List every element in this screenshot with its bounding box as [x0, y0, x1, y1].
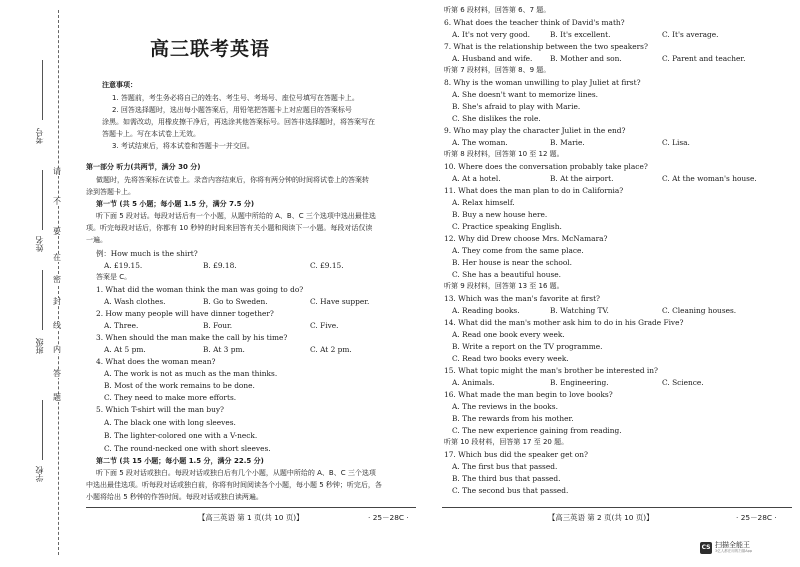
option: A. Animals.	[452, 378, 495, 387]
option: C. At 2 pm.	[310, 345, 352, 354]
option: C. Five.	[310, 321, 339, 330]
question-6: 6. What does the teacher think of David's math?	[444, 18, 625, 27]
seal-char: 在	[50, 254, 64, 262]
field-school-line	[42, 400, 43, 460]
seal-char: 答	[50, 370, 64, 378]
option: C. Lisa.	[662, 138, 690, 147]
question-8: 8. Why is the woman unwilling to play Juliet at first?	[444, 78, 641, 87]
material-heading: 听第 8 段材料，回答第 10 至 12 题。	[444, 150, 564, 158]
notice-line: 2. 回答选择题时，选出每小题答案后，用铅笔把答题卡上对应题目的答案标号	[112, 106, 352, 114]
example-answer: 答案是 C。	[96, 273, 132, 281]
option: B. Four.	[203, 321, 233, 330]
question-16: 16. What made the man begin to love books?	[444, 390, 613, 399]
question-17: 17. Which bus did the speaker get on?	[444, 450, 588, 459]
binding-margin	[0, 0, 78, 567]
footer-rule	[86, 507, 416, 508]
question-13: 13. Which was the man's favorite at first?	[444, 294, 601, 303]
field-exam-number-line	[42, 60, 43, 120]
option: A. The first bus that passed.	[452, 462, 558, 471]
option: B. Most of the work remains to be done.	[104, 381, 255, 390]
option: B. Buy a new house here.	[452, 210, 548, 219]
seal-char: 不	[50, 198, 64, 206]
material-heading: 听第 7 段材料，回答第 8、9 题。	[444, 66, 551, 74]
section1-intro: 一遍。	[86, 236, 107, 244]
question-14: 14. What did the man's mother ask him to do in his Grade Five?	[444, 318, 684, 327]
notice-line: 涂黑。如需改动，用橡皮擦干净后，再选涂其他答案标号。回答非选择题时，将答案写在	[102, 118, 375, 126]
seal-char: 请	[50, 168, 64, 176]
material-heading: 听第 10 段材料，回答第 17 至 20 题。	[444, 438, 569, 446]
option: A. The woman.	[452, 138, 508, 147]
scanner-logo-icon: CS	[700, 542, 712, 554]
question-1: 1. What did the woman think the man was going to do?	[96, 285, 304, 294]
option: B. Engineering.	[550, 378, 609, 387]
field-school-label: 学校	[35, 466, 44, 482]
question-4: 4. What does the woman mean?	[96, 357, 216, 366]
option: C. Cleaning houses.	[662, 306, 737, 315]
option: A. Three.	[104, 321, 139, 330]
option: C. Science.	[662, 378, 704, 387]
example-option: A. £19.15.	[104, 261, 143, 270]
option: C. It's average.	[662, 30, 719, 39]
scanner-name: 扫描全能王	[715, 541, 750, 549]
part1-heading: 第一部分 听力(共两节，满分 30 分)	[86, 163, 201, 171]
question-10: 10. Where does the conversation probably take place?	[444, 162, 648, 171]
option: B. She's afraid to play with Marie.	[452, 102, 581, 111]
section2-intro: 中选出最佳选项。听每段对话或独白前，你将有时间阅读各个小题，每小题 5 秒钟；听完后，各	[86, 481, 382, 489]
question-9: 9. Who may play the character Juliet in the end?	[444, 126, 626, 135]
option: A. Reading books.	[452, 306, 520, 315]
option: C. The new experience gaining from reading.	[452, 426, 622, 435]
scanner-watermark	[700, 541, 752, 554]
material-heading: 听第 9 段材料，回答第 13 至 16 题。	[444, 282, 564, 290]
seal-char: 封	[50, 298, 64, 306]
option: B. Her house is near the school.	[452, 258, 573, 267]
notice-line: 1. 答题前，考生务必将自己的姓名、考生号、考场号、座位号填写在答题卡上。	[112, 94, 359, 102]
option: B. Write a report on the TV programme.	[452, 342, 603, 351]
section1-heading: 第一节 (共 5 小题；每小题 1.5 分，满分 7.5 分)	[96, 200, 255, 208]
option: A. At a hotel.	[452, 174, 501, 183]
field-class-label: 班级	[35, 338, 44, 354]
option: A. The black one with long sleeves.	[104, 418, 236, 427]
option: C. She has a beautiful house.	[452, 270, 561, 279]
option: A. Read one book every week.	[452, 330, 565, 339]
option: A. Husband and wife.	[452, 54, 533, 63]
example-option: C. £9.15.	[310, 261, 344, 270]
option: C. The round-necked one with short sleeves.	[104, 444, 271, 453]
question-11: 11. What does the man plan to do in California?	[444, 186, 624, 195]
section1-intro: 项。听完每段对话后，你都有 10 秒钟的时间来回答有关小题和阅读下一小题。每段对话仅读	[86, 224, 373, 232]
seal-char: 题	[50, 394, 64, 402]
section2-heading: 第二节 (共 15 小题；每小题 1.5 分，满分 22.5 分)	[96, 457, 264, 465]
option: A. She doesn't want to memorize lines.	[452, 90, 598, 99]
option: A. Wash clothes.	[104, 297, 166, 306]
field-class-line	[42, 270, 43, 330]
footer-code: · 25－28C ·	[368, 513, 409, 522]
section2-intro: 小题将给出 5 秒钟的作答时间。每段对话或独白读两遍。	[86, 493, 263, 501]
example-option: B. £9.18.	[203, 261, 237, 270]
question-3: 3. When should the man make the call by his time?	[96, 333, 288, 342]
option: A. They come from the same place.	[452, 246, 584, 255]
section2-intro: 听下面 5 段对话或独白。每段对话或独白后有几个小题，从题中所给的 A、B、C 三个选项	[96, 469, 376, 477]
part1-intro: 涂到答题卡上。	[86, 188, 135, 196]
seal-char: 要	[50, 228, 64, 236]
option: C. She dislikes the role.	[452, 114, 541, 123]
field-exam-number-label: 考号	[35, 128, 44, 144]
option: C. They need to make more efforts.	[104, 393, 237, 402]
question-5: 5. Which T-shirt will the man buy?	[96, 405, 224, 414]
option: B. Mother and son.	[550, 54, 622, 63]
question-2: 2. How many people will have dinner together?	[96, 309, 274, 318]
option: A. The work is not as much as the man thinks.	[104, 369, 278, 378]
question-15: 15. What topic might the man's brother be interested in?	[444, 366, 659, 375]
scanner-tagline: 3亿人都在用的扫描App	[715, 549, 753, 553]
field-name-line	[42, 170, 43, 230]
option: B. The lighter-colored one with a V-neck.	[104, 431, 258, 440]
option: C. Have supper.	[310, 297, 370, 306]
part1-intro: 做题时，先将答案标在试卷上。录音内容结束后，你将有两分钟的时间将试卷上的答案转	[96, 176, 369, 184]
option: A. The reviews in the books.	[452, 402, 558, 411]
page-title: 高三联考英语	[150, 38, 271, 60]
footer-code: · 25－28C ·	[736, 513, 777, 522]
seal-char: 线	[50, 322, 64, 330]
notice-heading: 注意事项：	[102, 81, 137, 89]
option: C. Parent and teacher.	[662, 54, 746, 63]
option: A. At 5 pm.	[104, 345, 146, 354]
seal-char: 密	[50, 276, 64, 284]
option: B. Watching TV.	[550, 306, 609, 315]
option: A. Relax himself.	[452, 198, 515, 207]
material-heading: 听第 6 段材料，回答第 6、7 题。	[444, 6, 551, 14]
notice-line: 3. 考试结束后，将本试卷和答题卡一并交回。	[112, 142, 254, 150]
footer-page-title: 【高三英语 第 2 页(共 10 页)】	[548, 513, 654, 522]
question-12: 12. Why did Drew choose Mrs. McNamara?	[444, 234, 608, 243]
option: A. It's not very good.	[452, 30, 530, 39]
seal-char: 内	[50, 346, 64, 354]
option: B. At the airport.	[550, 174, 614, 183]
footer-rule	[442, 507, 792, 508]
option: B. At 3 pm.	[203, 345, 245, 354]
question-7: 7. What is the relationship between the two speakers?	[444, 42, 648, 51]
example-question: 例：How much is the shirt?	[96, 249, 198, 258]
option: B. Go to Sweden.	[203, 297, 268, 306]
option: C. The second bus that passed.	[452, 486, 569, 495]
option: B. The rewards from his mother.	[452, 414, 574, 423]
option: C. Read two books every week.	[452, 354, 569, 363]
notice-line: 答题卡上。写在本试卷上无效。	[102, 130, 200, 138]
footer-page-title: 【高三英语 第 1 页(共 10 页)】	[198, 513, 304, 522]
option: C. At the woman's house.	[662, 174, 757, 183]
option: B. It's excellent.	[550, 30, 611, 39]
option: C. Practice speaking English.	[452, 222, 562, 231]
field-name-label: 姓名	[35, 236, 44, 252]
right-page	[438, 0, 800, 567]
option: B. The third bus that passed.	[452, 474, 561, 483]
option: B. Marie.	[550, 138, 585, 147]
section1-intro: 听下面 5 段对话。每段对话后有一个小题，从题中所给的 A、B、C 三个选项中选出最佳选	[96, 212, 376, 220]
